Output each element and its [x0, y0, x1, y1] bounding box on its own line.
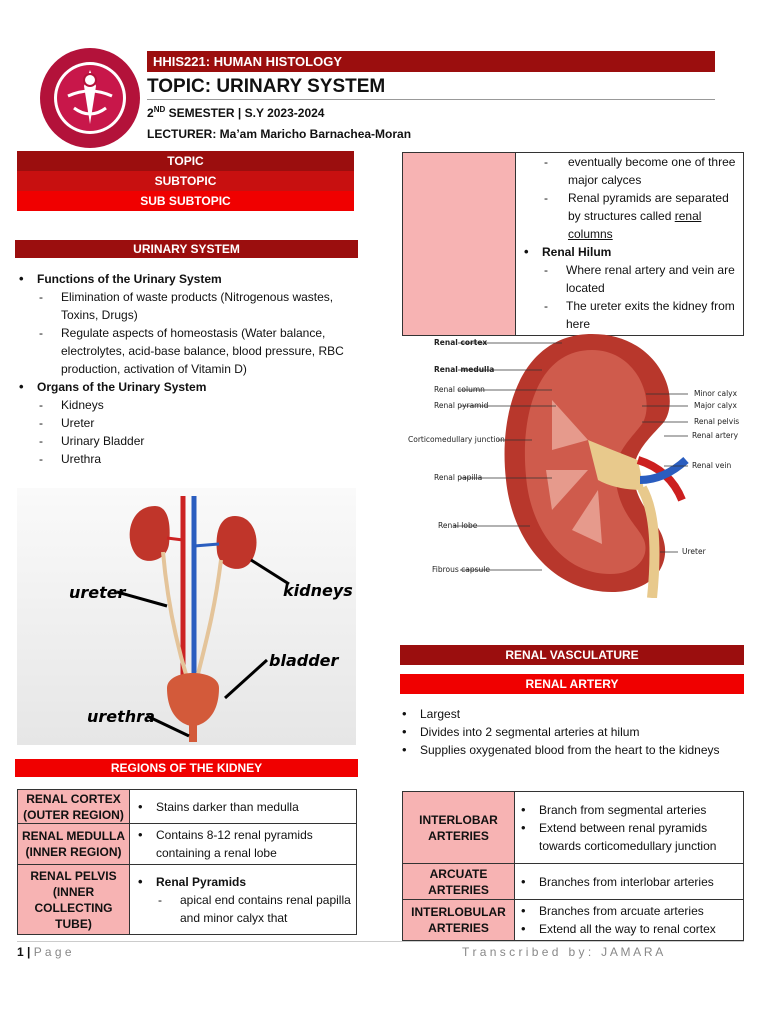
label-renal-column: Renal column: [434, 385, 485, 394]
legend-topic: TOPIC: [17, 151, 354, 171]
regions-table: RENAL CORTEX (OUTER REGION) • Stains darker than medulla RENAL MEDULLA (INNER REGION) • Contains 8-12 renal pyramids containing a renal lobe RENAL PELVIS (INNER COLLECTING TUBE) • Renal Pyramids - apical end contains renal papilla and minor calyx that: [17, 789, 357, 935]
label-kidneys: kidneys: [283, 581, 353, 600]
urinary-heading: URINARY SYSTEM: [15, 240, 358, 258]
vasculature-heading: RENAL VASCULATURE: [400, 645, 744, 665]
cortex-label: RENAL CORTEX (OUTER REGION): [18, 790, 130, 824]
urinary-content: • Functions of the Urinary System - Elimination of waste products (Nitrogenous wastes, Toxins, Drugs) - Regulate aspects of homeostasis (Water balance, electrolytes, acid-base balance, blood pressure, RBC production, activation of Vitamin D) • Organs of the Urinary System - Kidneys - Ureter - Urinary Bladder - Urethra: [15, 270, 360, 468]
label-renal-lobe: Renal lobe: [438, 521, 478, 530]
pelvis-label: RENAL PELVIS (INNER COLLECTING TUBE): [18, 865, 130, 935]
label-renal-papilla: Renal papilla: [434, 473, 483, 482]
label-ureter-2: Ureter: [682, 547, 706, 556]
renal-artery-heading: RENAL ARTERY: [400, 674, 744, 694]
label-renal-cortex: Renal cortex: [434, 338, 488, 347]
transcriber-credit: T r a n s c r i b e d b y : J A M A R A: [462, 945, 664, 959]
legend-sub-subtopic: SUB SUBTOPIC: [17, 191, 354, 211]
university-logo: [38, 46, 142, 150]
label-urethra: urethra: [87, 707, 155, 726]
label-renal-pelvis: Renal pelvis: [694, 417, 740, 426]
course-title: HHIS221: HUMAN HISTOLOGY: [153, 54, 343, 69]
interlobular-label: INTERLOBULAR ARTERIES: [403, 900, 515, 941]
lecturer-line: LECTURER: Ma’am Maricho Barnachea-Moran: [147, 127, 412, 141]
label-fibrous-capsule: Fibrous capsule: [432, 565, 491, 574]
label-bladder: bladder: [269, 651, 339, 670]
urinary-organs-figure: [17, 488, 356, 745]
legend-subtopic: SUBTOPIC: [17, 171, 354, 191]
regions-heading: REGIONS OF THE KIDNEY: [15, 759, 358, 777]
medulla-label: RENAL MEDULLA (INNER REGION): [18, 824, 130, 865]
label-major-calyx: Major calyx: [694, 401, 737, 410]
label-minor-calyx: Minor calyx: [694, 389, 738, 398]
regions-table-continued: - eventually become one of three major calyces - Renal pyramids are separated by structures called renal columns • Renal Hilum - Where renal artery and vein are located - The ureter exits the kidney from here: [402, 152, 744, 336]
label-renal-artery: Renal artery: [692, 431, 739, 440]
interlobar-label: INTERLOBAR ARTERIES: [403, 792, 515, 864]
arteries-table: INTERLOBAR ARTERIES • Branch from segmental arteries • Extend between renal pyramids towards corticomedullary junction ARCUATE ARTERIES • Branches from interlobar arteries INTERLOBULAR ARTERIES • Branches from arcuate arteries • Extend all the way to renal cortex: [402, 791, 744, 941]
kidney-anatomy-figure: [402, 330, 744, 598]
page-number: 1 | P a g e: [17, 945, 72, 959]
renal-artery-points: • Largest • Divides into 2 segmental arteries at hilum • Supplies oxygenated blood from the heart to the kidneys: [398, 705, 744, 759]
label-corticomedullary-junction: Corticomedullary junction: [408, 435, 505, 444]
course-bar: [147, 51, 715, 72]
label-renal-medulla: Renal medulla: [434, 365, 495, 374]
label-renal-pyramid: Renal pyramid: [434, 401, 489, 410]
topic-title: TOPIC: URINARY SYSTEM: [147, 76, 386, 97]
semester-line: 2ND SEMESTER | S.Y 2023-2024: [147, 105, 325, 120]
label-renal-vein: Renal vein: [692, 461, 732, 470]
arcuate-label: ARCUATE ARTERIES: [403, 864, 515, 900]
footer-divider: [17, 941, 744, 942]
label-ureter: ureter: [69, 583, 126, 602]
header-divider: [147, 99, 715, 100]
